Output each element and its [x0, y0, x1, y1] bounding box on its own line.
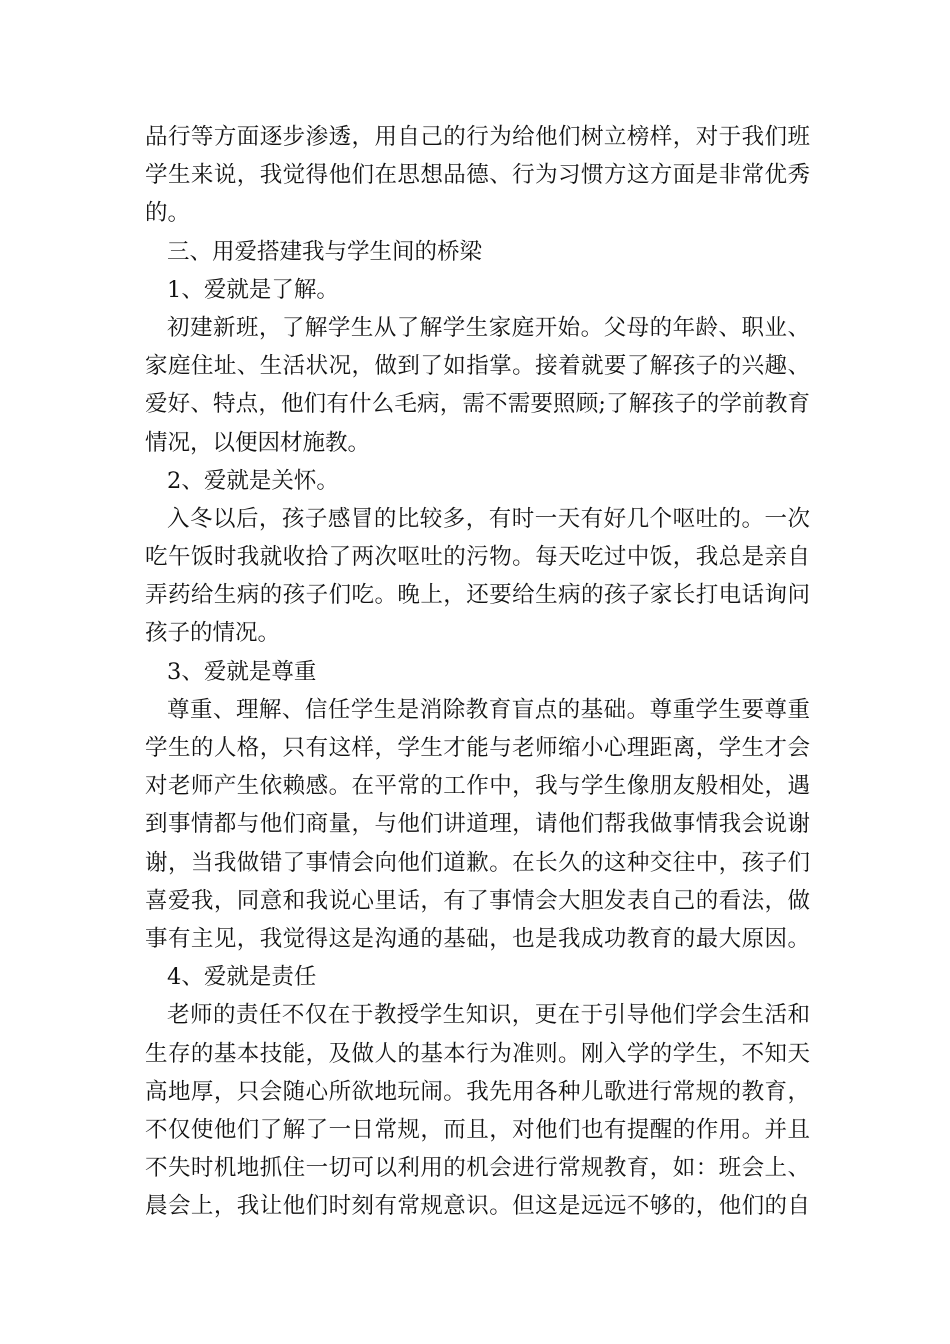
body-line: 晨会上，我让他们时刻有常规意识。但这是远远不够的，他们的自 — [145, 1193, 810, 1220]
body-line: 对老师产生依赖感。在平常的工作中，我与学生像朋友般相处，遇 — [145, 773, 810, 800]
body-line: 老师的责任不仅在于教授学生知识，更在于引导他们学会生活和 — [167, 1002, 810, 1029]
body-line: 初建新班，了解学生从了解学生家庭开始。父母的年龄、职业、 — [167, 314, 810, 341]
body-line: 高地厚，只会随心所欲地玩闹。我先用各种儿歌进行常规的教育， — [145, 1078, 810, 1105]
subsection-heading: 1、爱就是了解。 — [167, 276, 339, 303]
body-line: 吃午饭时我就收拾了两次呕吐的污物。每天吃过中饭，我总是亲自 — [145, 544, 810, 571]
body-line: 孩子的情况。 — [145, 620, 281, 647]
body-line: 弄药给生病的孩子们吃。晚上，还要给生病的孩子家长打电话询问 — [145, 582, 810, 609]
body-line: 家庭住址、生活状况，做到了如指掌。接着就要了解孩子的兴趣、 — [145, 353, 810, 380]
subsection-heading: 4、爱就是责任 — [167, 964, 317, 991]
body-line: 学生的人格，只有这样，学生才能与老师缩小心理距离，学生才会 — [145, 735, 810, 761]
subsection-heading: 2、爱就是关怀。 — [167, 467, 339, 494]
body-line: 谢，当我做错了事情会向他们道歉。在长久的这种交往中，孩子们 — [145, 849, 810, 876]
body-line: 不仅使他们了解了一日常规，而且，对他们也有提醒的作用。并且 — [145, 1116, 810, 1143]
body-line: 情况，以便因材施教。 — [145, 429, 371, 456]
body-line: 喜爱我，同意和我说心里话，有了事情会大胆发表自己的看法，做 — [145, 887, 810, 914]
body-line: 的。 — [145, 200, 191, 227]
body-line: 品行等方面逐步渗透，用自己的行为给他们树立榜样，对于我们班 — [145, 124, 810, 150]
body-line: 尊重、理解、信任学生是消除教育盲点的基础。尊重学生要尊重 — [167, 696, 810, 723]
body-line: 不失时机地抓住一切可以利用的机会进行常规教育，如：班会上、 — [145, 1155, 810, 1182]
body-line: 事有主见，我觉得这是沟通的基础，也是我成功教育的最大原因。 — [145, 925, 810, 952]
document-body — [145, 118, 810, 1225]
body-line: 到事情都与他们商量，与他们讲道理，请他们帮我做事情我会说谢 — [145, 811, 810, 838]
body-line: 入冬以后，孩子感冒的比较多，有时一天有好几个呕吐的。一次 — [167, 505, 810, 532]
section-heading: 三、用爱搭建我与学生间的桥梁 — [167, 238, 483, 265]
body-line: 爱好、特点，他们有什么毛病，需不需要照顾;了解孩子的学前教育 — [145, 391, 810, 418]
subsection-heading: 3、爱就是尊重 — [167, 658, 317, 685]
body-line: 生存的基本技能，及做人的基本行为准则。刚入学的学生，不知天 — [145, 1040, 810, 1067]
body-line: 学生来说，我觉得他们在思想品德、行为习惯方这方面是非常优秀 — [145, 162, 810, 189]
